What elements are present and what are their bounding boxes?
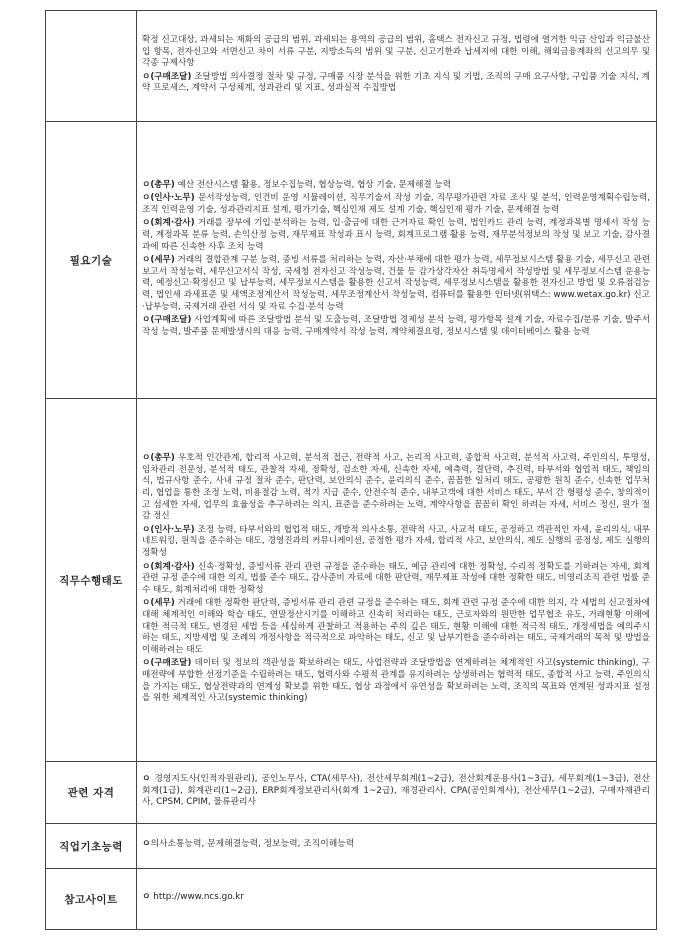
knowledge-item [142,72,650,95]
item-text: 우호적 인간관계, 합리적 사고력, 분석적 접근, 전략적 사고, 논리적 사고력, 종합적 사고력, 분석적 사고력, 주인의식, 투명성, 임차관리 전문성, 분석적 태도, 관찰적 자세, 정확성, 검소한 자세, 신속한 자세, 예측력, 결단력, 추진력, 타부서와 협업적 태도, 책임의식, 법규사항 준수, 사내 규정 절차 준수, 판단력, 보안의식 준수, 윤리의식 준수, 꼼꼼한 일처리 태도, 공평한 원칙 준수, 신속한 업무처리, 협업을 통한 조정 노력, 비용절감 노력, 적기 지급 준수, 안전수칙 준수, 내부고객에 대한 서비스 태도, 부서 간 형평성 준수, 창의적이고 섬세한 자세, 업무의 효율성을 추구하려는 의지, 표준을 준수하려는 노력, 계약사항을 꼼꼼히 확인 하려는 자세, 서비스 정신, 원가 절감 정신 [142,453,650,522]
ncs-spec-table [45,10,657,930]
item-text: 데이터 및 정보의 객관성을 확보하려는 태도, 사업전략과 조달방법을 연계하려는 체계적인 사고(systemic thinking), 구매전략에 부합한 선정기준을 수립하려는 태도, 협력사와 수평적 관계를 유지하려는 상생하려는 협력적 태도, 종합적 사고 능력, 주인의식을 가지는 태도, 협상전략과의 연계성 확보를 위한 태도, 협상 과정에서 유연성을 확보하려는 노력, 조직의 목표와 연계된 성과지표 설정을 위한 체계적인 사고(systemic thinking) [142,658,650,704]
row-certifications [46,762,657,824]
category-tag: (총무) [150,453,175,464]
bullet-mark: ㅇ [142,524,151,535]
item-text: 사업계획에 따른 조달방법 분석 및 도출능력, 조달방법 경제성 분석 능력, 평가항목 설계 기술, 자료수집/분류 기술, 발주서 작성 능력, 발주품 문제발생시의 대응 능력, 구매계약서 작성 능력, 계약체결요령, 정보시스템 및 데이터베이스 활용 능력 [142,315,650,337]
bullet-mark: ㅇ [142,71,151,82]
row-label-basic-competency: 직업기초능력 [46,824,137,869]
bullet-mark: ㅇ [142,255,151,266]
row-label-attitude: 직무수행태도 [46,399,137,762]
reference-sites-content [137,869,657,930]
row-basic-competency [46,824,657,869]
row-reference-sites [46,869,657,930]
bullet-mark: ㅇ [142,561,151,572]
basic-competency-content [137,824,657,869]
attitude-item [142,598,650,656]
category-tag: (회계·감사) [150,218,195,229]
category-tag: (구매조달) [150,71,192,82]
item-text: 경영지도사(인적자원관리), 공인노무사, CTA(세무사), 전산세무회계(1~2급), 전산회계운용사(1~3급), 세무회계(1~3급), 전산회계(1급), 회계관리(1~2급), ERP회계정보관리사(회계 1~2급), 재경관리사, CPA(공인회계사), 전산세무(1~2급), 구매자재관리사, CPSM, CPIM, 물류관리사 [142,774,650,808]
bullet-mark: ㅇ [142,658,151,669]
row-label-empty [46,11,137,122]
attitude-item [142,525,650,560]
row-label-reference-sites: 참고사이트 [46,869,137,930]
skills-item [142,180,650,192]
skills-item [142,218,650,253]
item-text: 문서작성능력, 인건비 운영 시뮬레이션, 직무기술서 작성 기술, 직무평가관련 자료 조사 및 분석, 인력운영계획수립능력, 조직 인력운영 기술, 성과관리지표 설계, 평가기술, 핵심인재 제도 설계 기술, 핵심인재 평가 기술, 문제해결 능력 [142,193,650,215]
item-text: 신속·정확성, 증빙서류 관리 관련 규정을 준수하는 태도, 예금 관리에 대한 정확성, 수리적 정확도를 기하려는 자세, 회계 관련 규정 준수에 대한 의지, 법률 준수 태도, 감사준비 자료에 대한 판단력, 재무제표 작성에 대한 정확한 태도, 비영리조직 관련 법률 준수 태도, 회계처리에 대한 정확성 [142,561,650,595]
basic-competency-item [142,839,650,851]
item-text: 조달방법 의사결정 절차 및 규정, 구매품 시장 분석을 위한 기초 지식 및 기법, 조직의 구매 요구사항, 구입품 기술 지식, 계약 프로세스, 계약서 구성체계, 성과관리 및 지표, 성과실적 수집방법 [142,71,650,94]
bullet-mark: ㅇ [142,892,151,903]
bullet-mark: ㅇ [142,453,151,464]
bullet-mark: ㅇ [142,839,151,850]
skills-item [142,255,650,313]
certifications-content [137,762,657,824]
attitude-item [142,658,650,704]
row-label-skills: 필요기술 [46,122,137,399]
item-text: 예산 전산시스템 활용, 정보수집능력, 협상능력, 협상 기술, 문제해결 능력 [174,179,452,190]
item-text: 거래에 대한 정확한 판단력, 증빙서류 관리 관련 규정을 준수하는 태도, 회계 관련 규정 준수에 대한 의지, 각 세법의 신고절차에 대해 체계적인 이해와 학습 태도, 연말정산시기를 이해하고 신속히 처리하는 태도, 근로자와의 원만한 업무협조 유도, 거래현황 이해에 대한 적극적 태도, 변경된 세법 등을 세심하게 관찰하고 적용하는 주의 깊은 태도, 현황 이해에 대한 적극적 태도, 개정세법을 예의주시 하는 태도, 지방세법 및 조례의 개정사항을 적극적으로 파악하는 태도, 신고 및 납부기한을 준수하려는 태도, 국제거래의 목적 및 방법을 이해하려는 태도 [142,598,650,655]
bullet-mark: ㅇ [142,218,151,229]
attitude-item [142,562,650,597]
row-label-certifications: 관련 자격 [46,762,137,824]
category-tag: (세무) [150,255,175,266]
certifications-item [142,774,650,809]
attitude-content [137,399,657,762]
item-text: 확정 신고대상, 과세되는 재화의 공급의 범위, 과세되는 용역의 공급의 범위, 홈택스 전자신고 규정, 법령에 열거한 익금 산입과 익금불산입 항목, 전자신고와 서면신고 차이 서류 구분, 지방소득의 범위 및 구분, 신고기한과 납세지에 대한 이해, 해외금융계좌의 신고의무 및 각종 규제사항 [142,35,650,69]
item-text: 거래를 장부에 기입·분석하는 능력, 입·출금에 대한 근거자료 확인 능력, 법인카드 관리 능력, 계정과목별 명세서 작성 능력, 계정과목 분류 능력, 손익산정 능력, 재무제표 작성과 표시 능력, 회계프로그램 활용 능력, 재무분석정보의 작성 및 보고 기술, 감사결과에 따른 신속한 사후 조치 능력 [142,218,650,252]
knowledge-item [142,35,650,70]
category-tag: (구매조달) [150,658,192,669]
category-tag: (총무) [150,179,175,190]
bullet-mark: ㅇ [142,774,151,785]
category-tag: (인사·노무) [150,193,195,204]
row-knowledge-continued [46,11,657,122]
category-tag: (구매조달) [150,315,192,326]
attitude-item [142,453,650,523]
skills-content [137,122,657,399]
bullet-mark: ㅇ [142,179,151,190]
row-attitude [46,399,657,762]
knowledge-content [137,11,657,122]
category-tag: (인사·노무) [150,524,195,535]
item-text: 조정 능력, 타부서와의 협업적 태도, 개방적 의사소통, 전략적 사고, 사교적 태도, 공정하고 객관적인 자세, 윤리의식, 내부네트워킹, 원칙을 준수하는 태도, 경영진과의 커뮤니케이션, 공정한 평가 자세, 합리적 사고, 보안의식, 제도 실행의 공정성, 제도 실행의 정확성 [142,524,650,559]
category-tag: (회계·감사) [150,561,195,572]
row-skills [46,122,657,399]
item-text: 의사소통능력, 문제해결능력, 정보능력, 조직이해능력 [150,839,355,850]
bullet-mark: ㅇ [142,315,151,326]
category-tag: (세무) [150,598,175,609]
reference-link[interactable]: http://www.ncs.go.kr [150,892,244,903]
reference-site-item [142,892,650,904]
item-text: 거래의 결합관계 구분 능력, 증빙 서류를 처리하는 능력, 자산·부채에 대한 평가 능력, 세무정보시스템 활용 기술, 세무신고 관련 보고서 작성능력, 세무신고서식 작성, 국세청 전자신고 작성능력, 건물 등 감가상각자산 취득명세서 작성방법 및 세무정보시스템 운용능력, 예정신고·확정신고 및 납부능력, 세무정보시스템을 활용한 신고서 작성능력, 세무정보시스템을 활용한 전자신고 방법 및 오류점검능력, 법인세 과세표준 및 세액조정계산서 작성능력, 세무조정계산서 작성능력, 컴퓨터를 활용한 인터넷(위택스: www.wetax.go.kr) 신고·납부능력, 국제거래 관련 서식 및 자료 수집·분석 능력 [142,255,650,312]
skills-item [142,315,650,338]
bullet-mark: ㅇ [142,598,151,609]
bullet-mark: ㅇ [142,193,151,204]
skills-item [142,193,650,216]
